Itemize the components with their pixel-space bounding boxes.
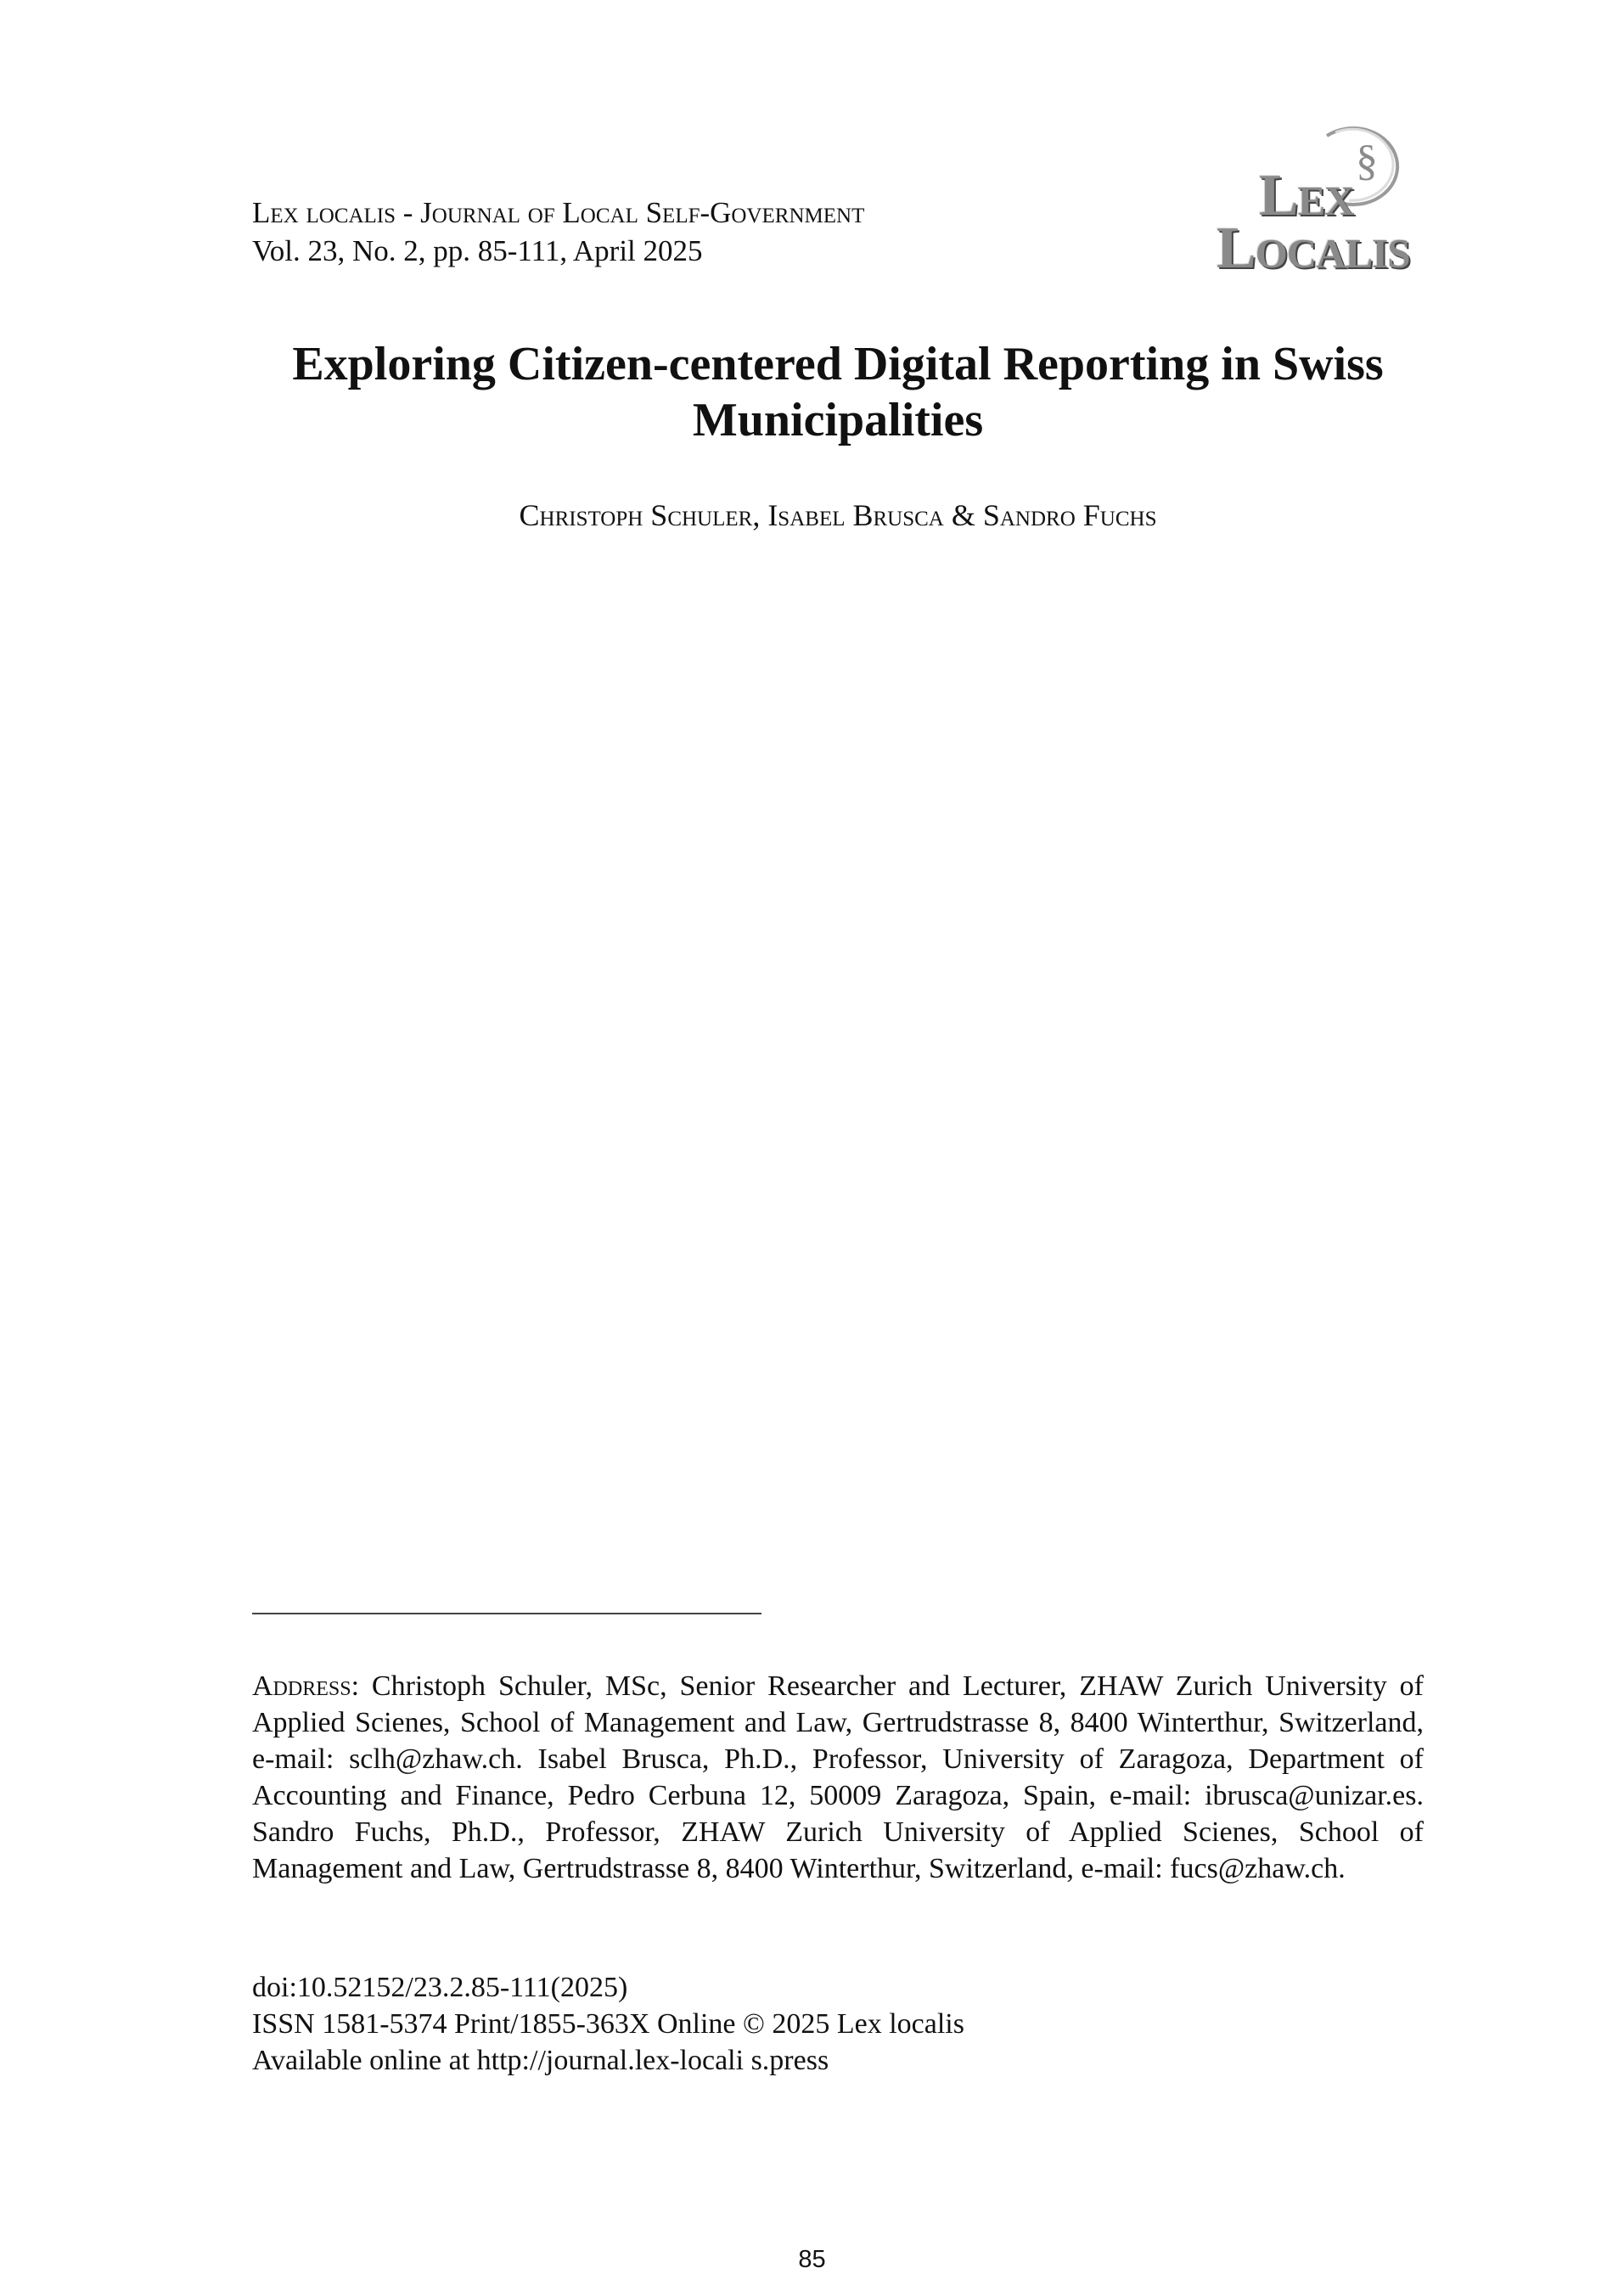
volume-line: Vol. 23, No. 2, pp. 85-111, April 2025 xyxy=(252,234,703,267)
available-online: Available online at http://journal.lex-locali s.press xyxy=(252,2045,829,2076)
authors: Christoph Schuler, Isabel Brusca & Sandro Fuchs xyxy=(519,498,1157,532)
journal-name: Lex localis - Journal of Local Self-Government xyxy=(252,196,865,229)
lex-localis-logo xyxy=(1210,119,1424,280)
footnote-rule xyxy=(252,1613,761,1614)
logo-word-lex: Lex xyxy=(1259,163,1354,228)
doi: doi:10.52152/23.2.85-111(2025) xyxy=(252,1972,628,2003)
address-text: : Christoph Schuler, MSc, Senior Researcher and Lecturer, ZHAW Zurich University of Applied Scienes, School of Management and Law, Gertrudstrasse 8, 8400 Winterthur, Switzerland, e-mail: sclh@zhaw.ch. Isabel Brusca, Ph.D., Professor, University of Zaragoza, Department of Accounting and Finance, Pedro Cerbuna 12, 50009 Zaragoza, Spain, e-mail: ibrusca@unizar.es. Sandro Fuchs, Ph.D., Professor, ZHAW Zurich University of Applied Scienes, School of Management and Law, Gertrudstrasse 8, 8400 Winterthur, Switzerland, e-mail: fucs@zhaw.ch. xyxy=(252,1670,1424,1884)
paper-title: Exploring Citizen-centered Digital Reporting in Swiss Municipalities xyxy=(292,338,1384,446)
publication-info xyxy=(252,1969,1424,2079)
logo-word-localis: Localis xyxy=(1217,216,1410,281)
address-footnote xyxy=(252,1668,1424,1887)
paragraph-icon: § xyxy=(1356,137,1378,185)
address-label: Address xyxy=(252,1670,351,1702)
page-number: 85 xyxy=(798,2246,826,2273)
journal-header xyxy=(252,194,1016,270)
issn: ISSN 1581-5374 Print/1855-363X Online © 2025 Lex localis xyxy=(252,2008,964,2040)
